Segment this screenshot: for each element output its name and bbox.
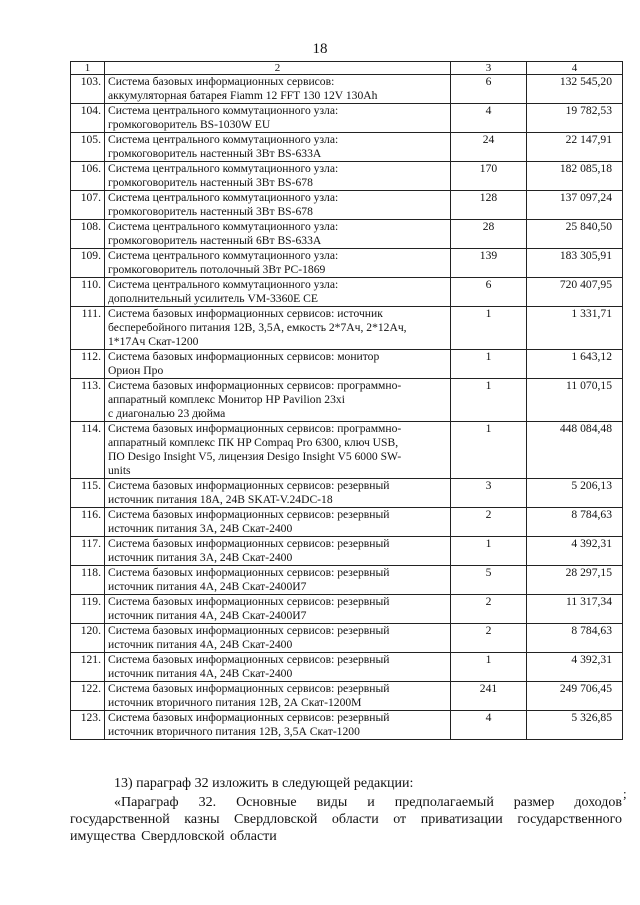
row-quantity: 1 [451,422,527,479]
row-number: 113. [71,379,105,422]
row-number: 118. [71,566,105,595]
row-quantity: 1 [451,350,527,379]
table-row [71,220,623,249]
row-amount: 183 305,91 [527,249,623,278]
row-number: 120. [71,624,105,653]
row-description [105,682,451,711]
row-amount: 720 407,95 [527,278,623,307]
row-quantity: 6 [451,278,527,307]
description-line: 1*17Ач Скат-1200 [108,335,199,348]
description-line: Система центрального коммутационного узла: [108,278,339,291]
paragraph-amendment: 13) параграф 32 изложить в следующей редакции: [114,776,414,791]
description-line: громкоговоритель настенный 3Вт BS-633A [108,147,322,160]
row-description [105,162,451,191]
description-line: источник питания 4А, 24В Скат-2400 [108,638,293,651]
row-number: 114. [71,422,105,479]
table-row [71,162,623,191]
description-line: Система базовых информационных сервисов: программно- [108,379,402,392]
row-description [105,350,451,379]
description-line: ПО Desigo Insight V5, лицензия Desigo Insight V5 6000 SW- [108,450,402,463]
row-description [105,653,451,682]
table-row [71,595,623,624]
row-amount: 132 545,20 [527,75,623,104]
description-line: с диагональю 23 дюйма [108,407,226,420]
row-amount: 1 643,12 [527,350,623,379]
description-line: громкоговоритель настенный 6Вт BS-633A [108,234,322,247]
row-number: 103. [71,75,105,104]
description-line: источник вторичного питания 12В, 3,5А Скат-1200 [108,725,360,738]
row-description [105,479,451,508]
table-row [71,624,623,653]
header-col-1: 1 [71,62,105,75]
row-description [105,278,451,307]
description-line: Система центрального коммутационного узла: [108,249,339,262]
table-row [71,278,623,307]
row-amount: 182 085,18 [527,162,623,191]
row-amount: 137 097,24 [527,191,623,220]
description-line: источник питания 3А, 24В Скат-2400 [108,522,293,535]
row-number: 117. [71,537,105,566]
table-row [71,350,623,379]
description-line: Система базовых информационных сервисов: резервный [108,595,390,608]
row-description [105,220,451,249]
description-line: громкоговоритель настенный 3Вт BS-678 [108,176,313,189]
row-number: 116. [71,508,105,537]
description-line: Система центрального коммутационного узла: [108,220,339,233]
property-table [70,61,623,740]
description-line: громкоговоритель настенный 3Вт BS-678 [108,205,313,218]
row-number: 123. [71,711,105,740]
row-description [105,624,451,653]
table-trailing-semicolon: ; [623,786,627,801]
row-quantity: 2 [451,595,527,624]
description-line: Система центрального коммутационного узла: [108,133,339,146]
description-line: Система центрального коммутационного узла: [108,162,339,175]
table-row [71,75,623,104]
row-description [105,508,451,537]
table-row [71,711,623,740]
table-row [71,379,623,422]
row-description [105,595,451,624]
description-line: источник питания 4А, 24В Скат-2400И7 [108,580,307,593]
row-number: 112. [71,350,105,379]
description-line: Система базовых информационных сервисов: резервный [108,479,390,492]
row-number: 110. [71,278,105,307]
row-amount: 25 840,50 [527,220,623,249]
table-row [71,479,623,508]
row-quantity: 4 [451,711,527,740]
row-number: 107. [71,191,105,220]
description-line: Система базовых информационных сервисов: источник [108,307,383,320]
row-description [105,711,451,740]
row-description [105,75,451,104]
row-quantity: 241 [451,682,527,711]
description-line: аппаратный комплекс Монитор HP Pavilion 23xi [108,393,345,406]
table-row [71,537,623,566]
table-row [71,508,623,537]
row-description [105,422,451,479]
table-row [71,249,623,278]
row-description [105,133,451,162]
row-description [105,379,451,422]
header-col-2: 2 [105,62,451,75]
description-line: Система базовых информационных сервисов: монитор [108,350,380,363]
row-quantity: 1 [451,307,527,350]
row-amount: 249 706,45 [527,682,623,711]
row-quantity: 24 [451,133,527,162]
description-line: Система базовых информационных сервисов: резервный [108,537,390,550]
description-line: Орион Про [108,364,164,377]
row-number: 104. [71,104,105,133]
table-row [71,191,623,220]
row-number: 121. [71,653,105,682]
row-quantity: 2 [451,508,527,537]
table-row [71,566,623,595]
row-number: 122. [71,682,105,711]
row-amount: 22 147,91 [527,133,623,162]
description-line: Система базовых информационных сервисов: резервный [108,566,390,579]
table-row [71,133,623,162]
table-row [71,682,623,711]
row-amount: 11 070,15 [527,379,623,422]
row-amount: 11 317,34 [527,595,623,624]
description-line: громкоговоритель BS-1030W EU [108,118,271,131]
row-amount: 4 392,31 [527,537,623,566]
description-line: Система базовых информационных сервисов: резервный [108,711,390,724]
description-line: источник вторичного питания 12В, 2А Скат-1200М [108,696,362,709]
row-quantity: 6 [451,75,527,104]
description-line: Система центрального коммутационного узла: [108,191,339,204]
row-quantity: 5 [451,566,527,595]
row-description [105,191,451,220]
table-row [71,104,623,133]
row-number: 115. [71,479,105,508]
row-amount: 5 206,13 [527,479,623,508]
row-amount: 8 784,63 [527,508,623,537]
row-amount: 8 784,63 [527,624,623,653]
row-quantity: 4 [451,104,527,133]
row-description [105,104,451,133]
description-line: Система базовых информационных сервисов: резервный [108,653,390,666]
description-line: Система базовых информационных сервисов: резервный [108,682,390,695]
row-quantity: 1 [451,537,527,566]
description-line: Система базовых информационных сервисов: резервный [108,624,390,637]
header-col-3: 3 [451,62,527,75]
row-amount: 1 331,71 [527,307,623,350]
description-line: аппаратный комплекс ПК HP Compaq Pro 6300, ключ USB, [108,436,399,449]
row-quantity: 1 [451,653,527,682]
row-quantity: 1 [451,379,527,422]
table-row [71,422,623,479]
page-number: 18 [312,41,328,57]
description-line: units [108,464,131,477]
description-line: Система центрального коммутационного узла: [108,104,339,117]
row-number: 111. [71,307,105,350]
row-number: 106. [71,162,105,191]
row-amount: 448 084,48 [527,422,623,479]
row-quantity: 139 [451,249,527,278]
row-description [105,307,451,350]
row-amount: 4 392,31 [527,653,623,682]
row-number: 109. [71,249,105,278]
row-number: 108. [71,220,105,249]
description-line: бесперебойного питания 12В, 3,5А, емкость 2*7Ач, 2*12Ач, [108,321,407,334]
table-row [71,653,623,682]
table-header-row [71,62,623,75]
description-line: Система базовых информационных сервисов: программно- [108,422,402,435]
header-col-4: 4 [527,62,623,75]
description-line: источник питания 4А, 24В Скат-2400 [108,667,293,680]
row-description [105,537,451,566]
row-amount: 28 297,15 [527,566,623,595]
description-line: источник питания 18А, 24В SKAT-V.24DC-18 [108,493,333,506]
row-amount: 19 782,53 [527,104,623,133]
description-line: громкоговоритель потолочный 3Вт PC-1869 [108,263,326,276]
paragraph-section-title: «Параграф 32. Основные виды и предполагаемый размер доходов государственной казны Свердловской области от приватизации государственного имущества Свердловской области [70,795,622,844]
row-quantity: 28 [451,220,527,249]
description-line: источник питания 3А, 24В Скат-2400 [108,551,293,564]
row-description [105,566,451,595]
description-line: дополнительный усилитель VM-3360E CE [108,292,318,305]
row-description [105,249,451,278]
row-quantity: 2 [451,624,527,653]
row-number: 119. [71,595,105,624]
description-line: аккумуляторная батарея Fiamm 12 FFT 130 12V 130Ah [108,89,378,102]
row-quantity: 170 [451,162,527,191]
description-line: источник питания 4А, 24В Скат-2400И7 [108,609,307,622]
row-number: 105. [71,133,105,162]
row-quantity: 3 [451,479,527,508]
row-quantity: 128 [451,191,527,220]
table-row [71,307,623,350]
description-line: Система базовых информационных сервисов: [108,75,335,88]
description-line: Система базовых информационных сервисов: резервный [108,508,390,521]
row-amount: 5 326,85 [527,711,623,740]
